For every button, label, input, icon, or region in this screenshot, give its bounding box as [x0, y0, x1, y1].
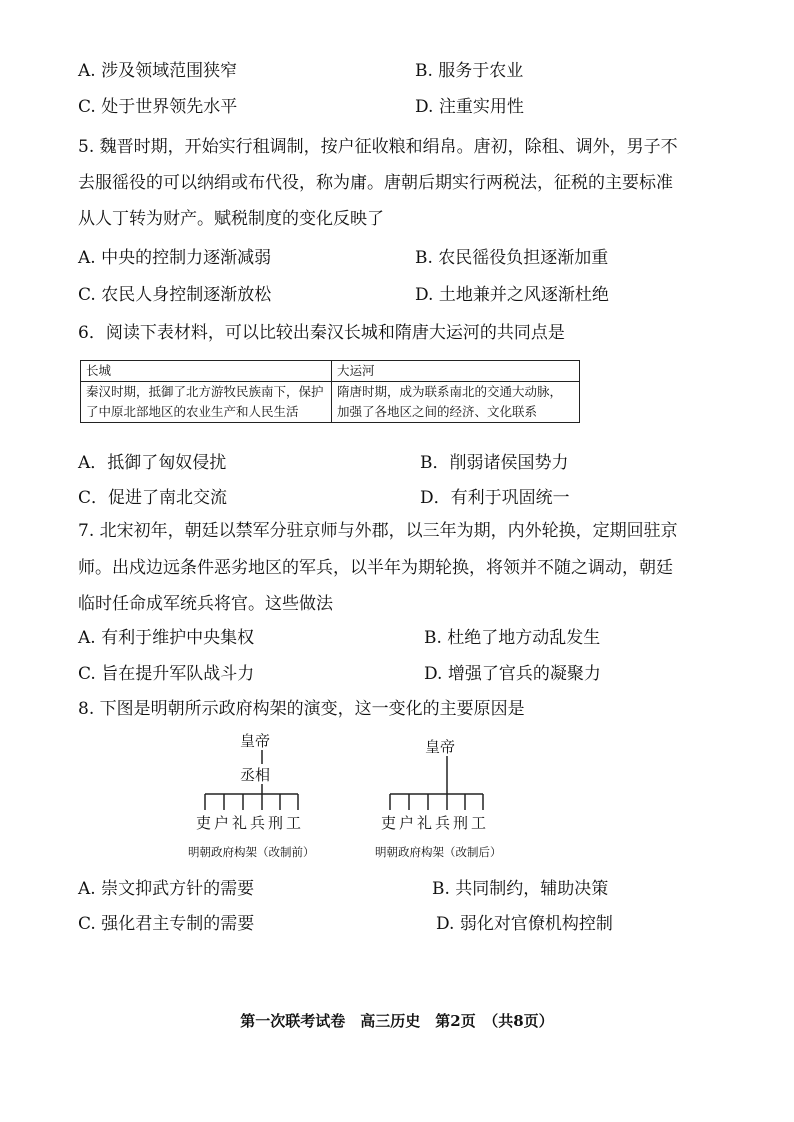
q4-option-a: A. 涉及领域范围狭窄 — [78, 61, 238, 81]
grand-canal-text-line-2: 加强了各地区之间的经济、文化联系 — [337, 404, 538, 419]
q8-option-c: C. 强化君主专制的需要 — [78, 914, 255, 934]
q5-option-d: D. 土地兼并之风逐渐杜绝 — [415, 285, 609, 305]
six-ministries-before: 吏户礼兵刑工 — [196, 814, 305, 832]
q5-stem-line-1: 5. 魏晋时期，开始实行租调制，按户征收粮和绢帛。唐初，除租、调外，男子不 — [78, 137, 678, 157]
q7-stem-line-1: 7. 北宋初年，朝廷以禁军分驻京师与外郡，以三年为期，内外轮换，定期回驻京 — [78, 521, 678, 541]
emperor-label-before: 皇帝 — [240, 732, 271, 750]
page-footer: 第一次联考试卷 高三历史 第2页 （共8页） — [240, 1012, 554, 1030]
q6-option-b: B．削弱诸侯国势力 — [420, 453, 569, 473]
q7-stem-line-2: 师。出戍边远条件恶劣地区的军兵，以半年为期轮换，将领并不随之调动，朝廷 — [78, 558, 673, 578]
q4-option-d: D. 注重实用性 — [415, 97, 524, 117]
org-chart-before — [190, 730, 350, 865]
q8-option-b: B. 共同制约，辅助决策 — [432, 879, 609, 899]
q5-stem-line-3: 从人丁转为财产。赋税制度的变化反映了 — [78, 209, 384, 229]
q6-option-c: C．促进了南北交流 — [78, 488, 228, 508]
caption-after: 明朝政府构架（改制后） — [375, 845, 502, 859]
q7-option-c: C. 旨在提升军队战斗力 — [78, 664, 255, 684]
q6-option-a: A．抵御了匈奴侵扰 — [78, 453, 227, 473]
caption-before: 明朝政府构架（改制前） — [188, 845, 315, 859]
q6-option-d: D．有利于巩固统一 — [420, 488, 570, 508]
q6-material-table — [80, 360, 580, 423]
q7-option-b: B. 杜绝了地方动乱发生 — [424, 628, 601, 648]
table-header-grand-canal: 大运河 — [332, 361, 580, 382]
emperor-label-after: 皇帝 — [425, 738, 456, 756]
q7-option-d: D. 增强了官兵的凝聚力 — [424, 664, 601, 684]
q8-option-a: A. 崇文抑武方针的需要 — [78, 879, 255, 899]
q4-option-c: C. 处于世界领先水平 — [78, 97, 238, 117]
table-cell-grand-canal — [332, 382, 580, 423]
table-cell-great-wall — [81, 382, 332, 423]
q7-option-a: A. 有利于维护中央集权 — [78, 628, 255, 648]
q6-stem: 6．阅读下表材料，可以比较出秦汉长城和隋唐大运河的共同点是 — [78, 323, 565, 343]
table-header-great-wall: 长城 — [81, 361, 332, 382]
grand-canal-text-line-1: 隋唐时期，成为联系南北的交通大动脉， — [337, 384, 563, 399]
q8-option-d: D. 弱化对官僚机构控制 — [436, 914, 613, 934]
q4-option-b: B. 服务于农业 — [415, 61, 524, 81]
q5-option-b: B. 农民徭役负担逐渐加重 — [415, 248, 609, 268]
org-chart-after — [375, 730, 535, 865]
great-wall-text-line-1: 秦汉时期，抵御了北方游牧民族南下，保护 — [86, 384, 324, 399]
great-wall-text-line-2: 了中原北部地区的农业生产和人民生活 — [86, 404, 299, 419]
chancellor-label: 丞相 — [240, 766, 271, 784]
q5-option-a: A. 中央的控制力逐渐减弱 — [78, 248, 272, 268]
q7-stem-line-3: 临时任命成军统兵将官。这些做法 — [78, 594, 333, 614]
q5-stem-line-2: 去服徭役的可以纳绢或布代役，称为庸。唐朝后期实行两税法，征税的主要标准 — [78, 173, 673, 193]
six-ministries-after: 吏户礼兵刑工 — [381, 814, 490, 832]
q5-option-c: C. 农民人身控制逐渐放松 — [78, 285, 272, 305]
q8-stem: 8. 下图是明朝所示政府构架的演变，这一变化的主要原因是 — [78, 699, 525, 719]
